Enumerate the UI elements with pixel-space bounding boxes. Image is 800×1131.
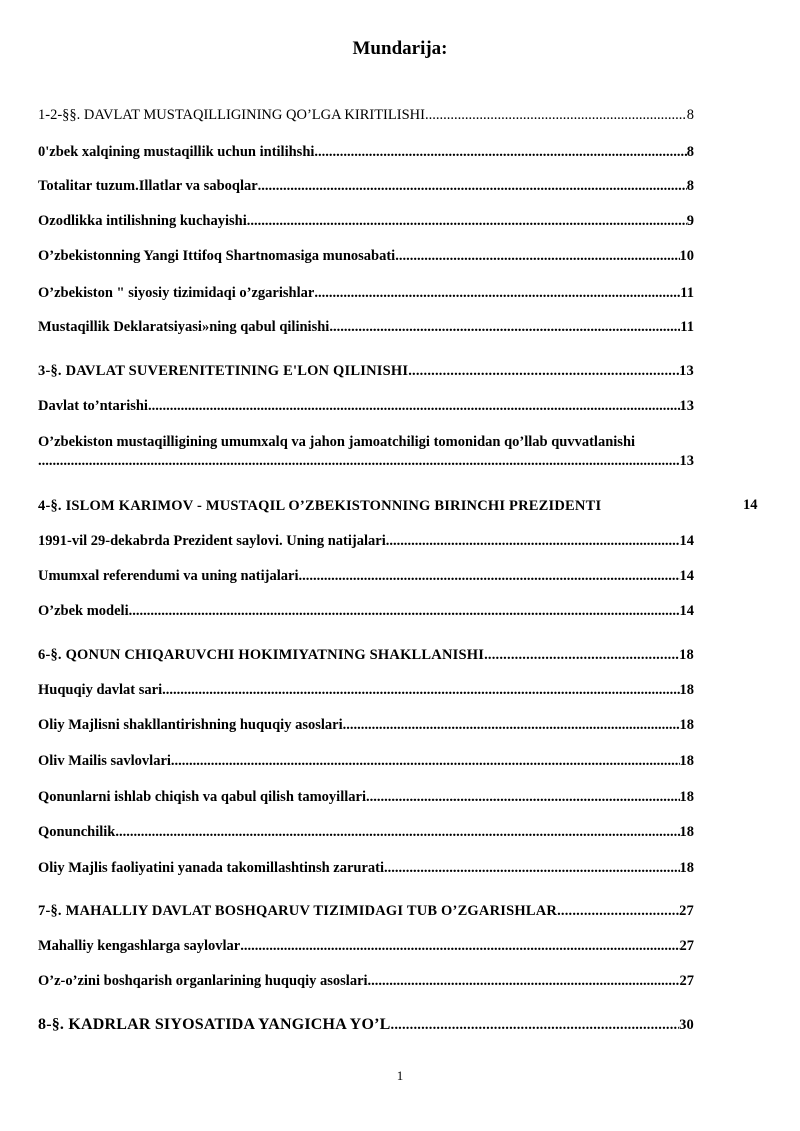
toc-entry-page: 13 bbox=[679, 398, 694, 414]
toc-entry-text: Mahalliy kengashlarga saylovlar bbox=[38, 938, 241, 954]
toc-entry-page: 13 bbox=[679, 363, 694, 379]
toc-entry-text: Qonunchilik bbox=[38, 824, 116, 840]
toc-entry-page: 18 bbox=[679, 753, 694, 769]
toc-entry-text: O’zbek modeli bbox=[38, 603, 129, 619]
toc-entry-text: Davlat to’ntarishi bbox=[38, 398, 148, 414]
toc-entry-page: 18 bbox=[679, 717, 694, 733]
toc-entry-page: 14 bbox=[743, 497, 758, 513]
toc-entry-page: 10 bbox=[679, 248, 694, 264]
toc-entry-page: 8 bbox=[686, 144, 694, 160]
toc-entry-text: Huquqiy davlat sari bbox=[38, 682, 163, 698]
toc-entry-page: 27 bbox=[679, 973, 694, 989]
toc-entry-page: 27 bbox=[679, 938, 694, 954]
toc-section-heading[interactable] bbox=[38, 362, 694, 380]
toc-entry-text: O’zbekistonning Yangi Ittifoq Shartnomasiga munosabati bbox=[38, 248, 396, 264]
toc-entry-page: 13 bbox=[679, 453, 694, 469]
toc-entry-page: 11 bbox=[680, 285, 694, 301]
toc-entry[interactable] bbox=[38, 318, 694, 336]
toc-entry[interactable] bbox=[38, 752, 694, 770]
toc-entry-page: 8 bbox=[686, 178, 694, 194]
toc-entry[interactable] bbox=[38, 937, 694, 955]
toc-entry[interactable] bbox=[38, 823, 694, 841]
toc-entry-text: 8-§. KADRLAR SIYOSATIDA YANGICHA YO’L bbox=[38, 1016, 391, 1033]
toc-entry-text: 7-§. MAHALLIY DAVLAT BOSHQARUV TIZIMIDAGI TUB O’ZGARISHLAR bbox=[38, 903, 558, 919]
toc-entry-page: 18 bbox=[679, 860, 694, 876]
toc-entry[interactable] bbox=[38, 602, 694, 620]
toc-entry-page: 18 bbox=[679, 824, 694, 840]
toc-entry-page: 30 bbox=[679, 1017, 694, 1033]
toc-entry-text: O’z-o’zini boshqarish organlarining huquqiy asoslari bbox=[38, 973, 368, 989]
toc-entry[interactable] bbox=[38, 716, 694, 734]
toc-entry-page: 9 bbox=[686, 213, 694, 229]
toc-entry-page: 11 bbox=[680, 319, 694, 335]
toc-entry-page: 8 bbox=[686, 107, 694, 123]
toc-entry[interactable] bbox=[38, 247, 694, 265]
toc-entry-page: 14 bbox=[679, 533, 694, 549]
toc-entry-text: Oliy Majlisni shakllantirishning huquqiy asoslari bbox=[38, 717, 343, 733]
toc-entry[interactable] bbox=[38, 397, 694, 415]
toc-entry[interactable] bbox=[38, 859, 694, 877]
toc-entry[interactable] bbox=[38, 567, 694, 585]
toc-entry-text: O’zbekiston mustaqilligining umumxalq va jahon jamoatchiligi tomonidan qo’llab quvvatlanishi bbox=[38, 434, 636, 450]
toc-entry[interactable] bbox=[38, 212, 694, 230]
toc-entry-page: 18 bbox=[679, 647, 694, 663]
toc-section-heading[interactable] bbox=[38, 1016, 694, 1034]
toc-entry-text: Ozodlikka intilishning kuchayishi bbox=[38, 213, 247, 229]
toc-entry-text: Oliy Majlis faoliyatini yanada takomillashtinsh zarurati bbox=[38, 860, 385, 876]
toc-entry[interactable] bbox=[38, 681, 694, 699]
toc-entry-text: Mustaqillik Deklaratsiyasi»ning qabul qilinishi bbox=[38, 319, 330, 335]
toc-entry-text: 1-2-§§. DAVLAT MUSTAQILLIGINING QO’LGA KIRITILISHI bbox=[38, 107, 425, 123]
page-title: Mundarija: bbox=[352, 38, 448, 59]
toc-entry-text: 6-§. QONUN CHIQARUVCHI HOKIMIYATNING SHAKLLANISHI bbox=[38, 647, 485, 663]
toc-entry[interactable] bbox=[38, 143, 694, 161]
toc-entry-text: Qonunlarni ishlab chiqish va qabul qilish tamoyillari bbox=[38, 789, 366, 805]
toc-entry-page: 18 bbox=[679, 682, 694, 698]
toc-entry[interactable] bbox=[38, 177, 694, 195]
toc-entry-page: 14 bbox=[679, 603, 694, 619]
toc-entry-page: 18 bbox=[679, 789, 694, 805]
toc-entry[interactable] bbox=[38, 532, 694, 550]
toc-entry-text: 3-§. DAVLAT SUVERENITETINING E'LON QILINISHI bbox=[38, 363, 409, 379]
toc-entry-text: Totalitar tuzum.Illatlar va saboqlar bbox=[38, 178, 258, 194]
toc-section-heading[interactable] bbox=[38, 646, 694, 664]
toc-entry-text: Oliv Mailis savlovlari bbox=[38, 753, 171, 769]
toc-section-heading[interactable] bbox=[38, 902, 694, 920]
toc-entry-text: O’zbekiston " siyosiy tizimidaqi o’zgarishlar bbox=[38, 285, 315, 301]
toc-entry-text: 4-§. ISLOM KARIMOV - MUSTAQIL O’ZBEKISTONNING BIRINCHI PREZIDENTI bbox=[38, 498, 602, 514]
toc-entry-text: 1991-vil 29-dekabrda Prezident saylovi. Uning natijalari bbox=[38, 533, 386, 549]
toc-entry-text: Umumxal referendumi va uning natijalari bbox=[38, 568, 299, 584]
toc-entry[interactable] bbox=[38, 972, 694, 990]
toc-entry[interactable] bbox=[38, 106, 694, 124]
toc-section-heading[interactable] bbox=[38, 497, 601, 515]
toc-entry[interactable] bbox=[38, 284, 694, 302]
toc-entry[interactable] bbox=[38, 433, 694, 470]
toc-entry-text: 0'zbek xalqining mustaqillik uchun intilihshi bbox=[38, 144, 315, 160]
page-number: 1 bbox=[396, 1068, 404, 1083]
toc-entry-page: 14 bbox=[679, 568, 694, 584]
toc-entry[interactable] bbox=[38, 788, 694, 806]
toc-entry-page: 27 bbox=[679, 903, 694, 919]
